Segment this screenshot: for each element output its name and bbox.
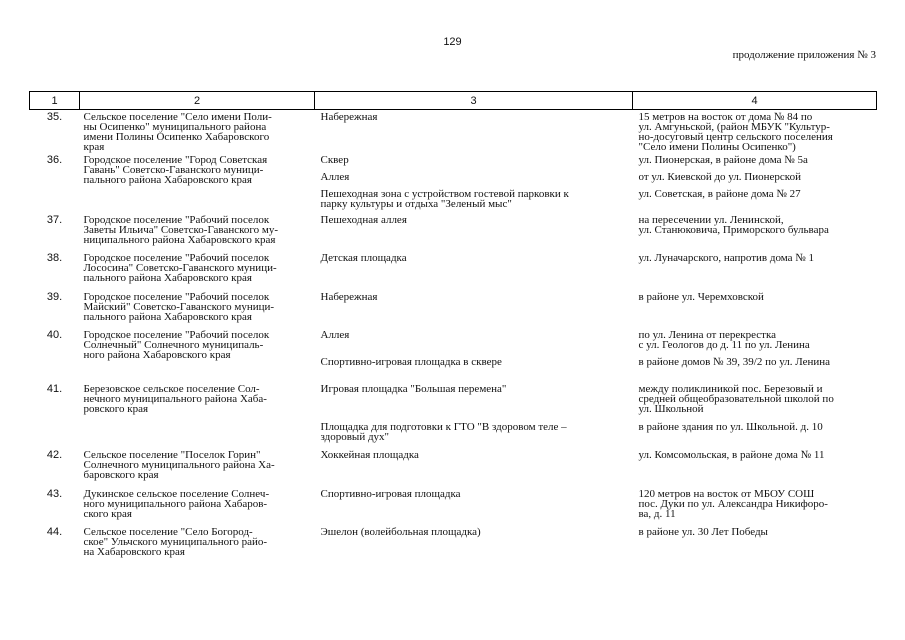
public-space-object: Аллея <box>320 328 350 341</box>
settlement-name: Дукинское сельское поселение Солнеч- ного муниципального района Хабаров- ского края <box>83 487 270 520</box>
row-number: 35. <box>46 111 63 123</box>
object-location: в районе домов № 39, 39/2 по ул. Ленина <box>638 355 831 368</box>
public-space-object: Детская площадка <box>320 251 407 264</box>
row-number: 41. <box>46 382 63 395</box>
public-space-object: Набережная <box>320 111 378 123</box>
table-row <box>30 290 877 328</box>
table-row <box>30 213 877 251</box>
table-row <box>30 110 877 153</box>
public-space-object: Набережная <box>320 290 378 303</box>
public-space-object: Сквер <box>320 153 349 166</box>
table-row <box>30 328 877 355</box>
table-row <box>30 251 877 290</box>
appendix-table <box>29 91 877 563</box>
row-number: 36. <box>46 153 63 166</box>
settlement-name: Городское поселение "Город Советская Гавань" Советско-Гаванского муници- пального района Хабаровского края <box>83 153 268 186</box>
row-number: 40. <box>46 328 63 341</box>
row-number: 44. <box>46 525 63 538</box>
object-location: 15 метров на восток от дома № 84 по ул. Амгуньской, (район МБУК "Культур- но-досуговый центр сельского поселения "Село имени Полины Осипенко") <box>638 111 833 153</box>
settlement-name: Березовское сельское поселение Сол- нечного муниципального района Хаба- ровского края <box>83 382 267 415</box>
public-space-object: Спортивно-игровая площадка <box>320 487 461 500</box>
object-location: 120 метров на восток от МБОУ СОШ пос. Дуки по ул. Александра Никифоро- ва, д. 11 <box>638 487 828 520</box>
object-location: в районе ул. 30 Лет Победы <box>638 525 768 538</box>
settlement-name: Сельское поселение "Поселок Горин" Солнечного муниципального района Ха- баровского края <box>83 448 275 481</box>
object-location: ул. Луначарского, напротив дома № 1 <box>638 251 814 264</box>
row-number: 39. <box>46 290 63 303</box>
object-location: в районе здания по ул. Школьной. д. 10 <box>638 420 823 433</box>
settlement-name: Городское поселение "Рабочий поселок Майский" Советско-Гаванского муници- пального района Хабаровского края <box>83 290 275 323</box>
header-col-2: 2 <box>80 92 315 110</box>
settlement-name: Городское поселение "Рабочий поселок Заветы Ильича" Советско-Гаванского му- ниципального района Хабаровского края <box>83 213 279 246</box>
continuation-note: продолжение приложения № 3 <box>732 49 876 61</box>
settlement-name: Городское поселение "Рабочий поселок Лососина" Советско-Гаванского муници- пального района Хабаровского края <box>83 251 277 284</box>
object-location: от ул. Киевской до ул. Пионерской <box>638 170 801 183</box>
settlement-name: Городское поселение "Рабочий поселок Солнечный" Солнечного муниципаль- ного района Хабаровского края <box>83 328 270 361</box>
public-space-object: Аллея <box>320 170 350 183</box>
table-row <box>30 382 877 420</box>
table-row <box>30 487 877 525</box>
public-space-object: Эшелон (волейбольная площадка) <box>320 525 481 538</box>
object-location: между поликлиникой пос. Березовый и средней общеобразовательной школой по ул. Школьной <box>638 382 834 415</box>
header-col-4: 4 <box>633 92 877 110</box>
settlement-name: Сельское поселение "Село Богород- ское" Ульчского муниципального райо- на Хабаровского края <box>83 525 268 558</box>
header-col-3: 3 <box>315 92 633 110</box>
row-number: 42. <box>46 448 63 461</box>
object-location: в районе ул. Черемховской <box>638 290 764 303</box>
header-col-1: 1 <box>30 92 80 110</box>
public-space-object: Площадка для подготовки к ГТО "В здоровом теле – здоровый дух" <box>320 420 567 443</box>
object-location: ул. Комсомольская, в районе дома № 11 <box>638 448 825 461</box>
table-body <box>30 110 877 563</box>
table-row <box>30 525 877 563</box>
public-space-object: Пешеходная зона с устройством гостевой парковки к парку культуры и отдыха "Зеленый мыс" <box>320 187 569 210</box>
header-row <box>30 92 877 110</box>
object-location: ул. Пионерская, в районе дома № 5а <box>638 153 808 166</box>
object-location: по ул. Ленина от перекрестка с ул. Геологов до д. 11 по ул. Ленина <box>638 328 810 351</box>
public-space-object: Спортивно-игровая площадка в сквере <box>320 355 502 368</box>
public-space-object: Хоккейная площадка <box>320 448 419 461</box>
page-number: 129 <box>443 36 462 48</box>
settlement-name: Сельское поселение "Село имени Поли- ны Осипенко" муниципального района имени Полины Осипенко Хабаровского края <box>83 111 272 153</box>
public-space-object: Пешеходная аллея <box>320 213 407 226</box>
table-row <box>30 448 877 487</box>
table-row <box>30 153 877 170</box>
public-space-object: Игровая площадка "Большая перемена" <box>320 382 507 395</box>
row-number: 43. <box>46 487 63 500</box>
object-location: ул. Советская, в районе дома № 27 <box>638 187 801 200</box>
object-location: на пересечении ул. Ленинской, ул. Станюковича, Приморского бульвара <box>638 213 829 236</box>
row-number: 37. <box>46 213 63 226</box>
row-number: 38. <box>46 251 63 264</box>
